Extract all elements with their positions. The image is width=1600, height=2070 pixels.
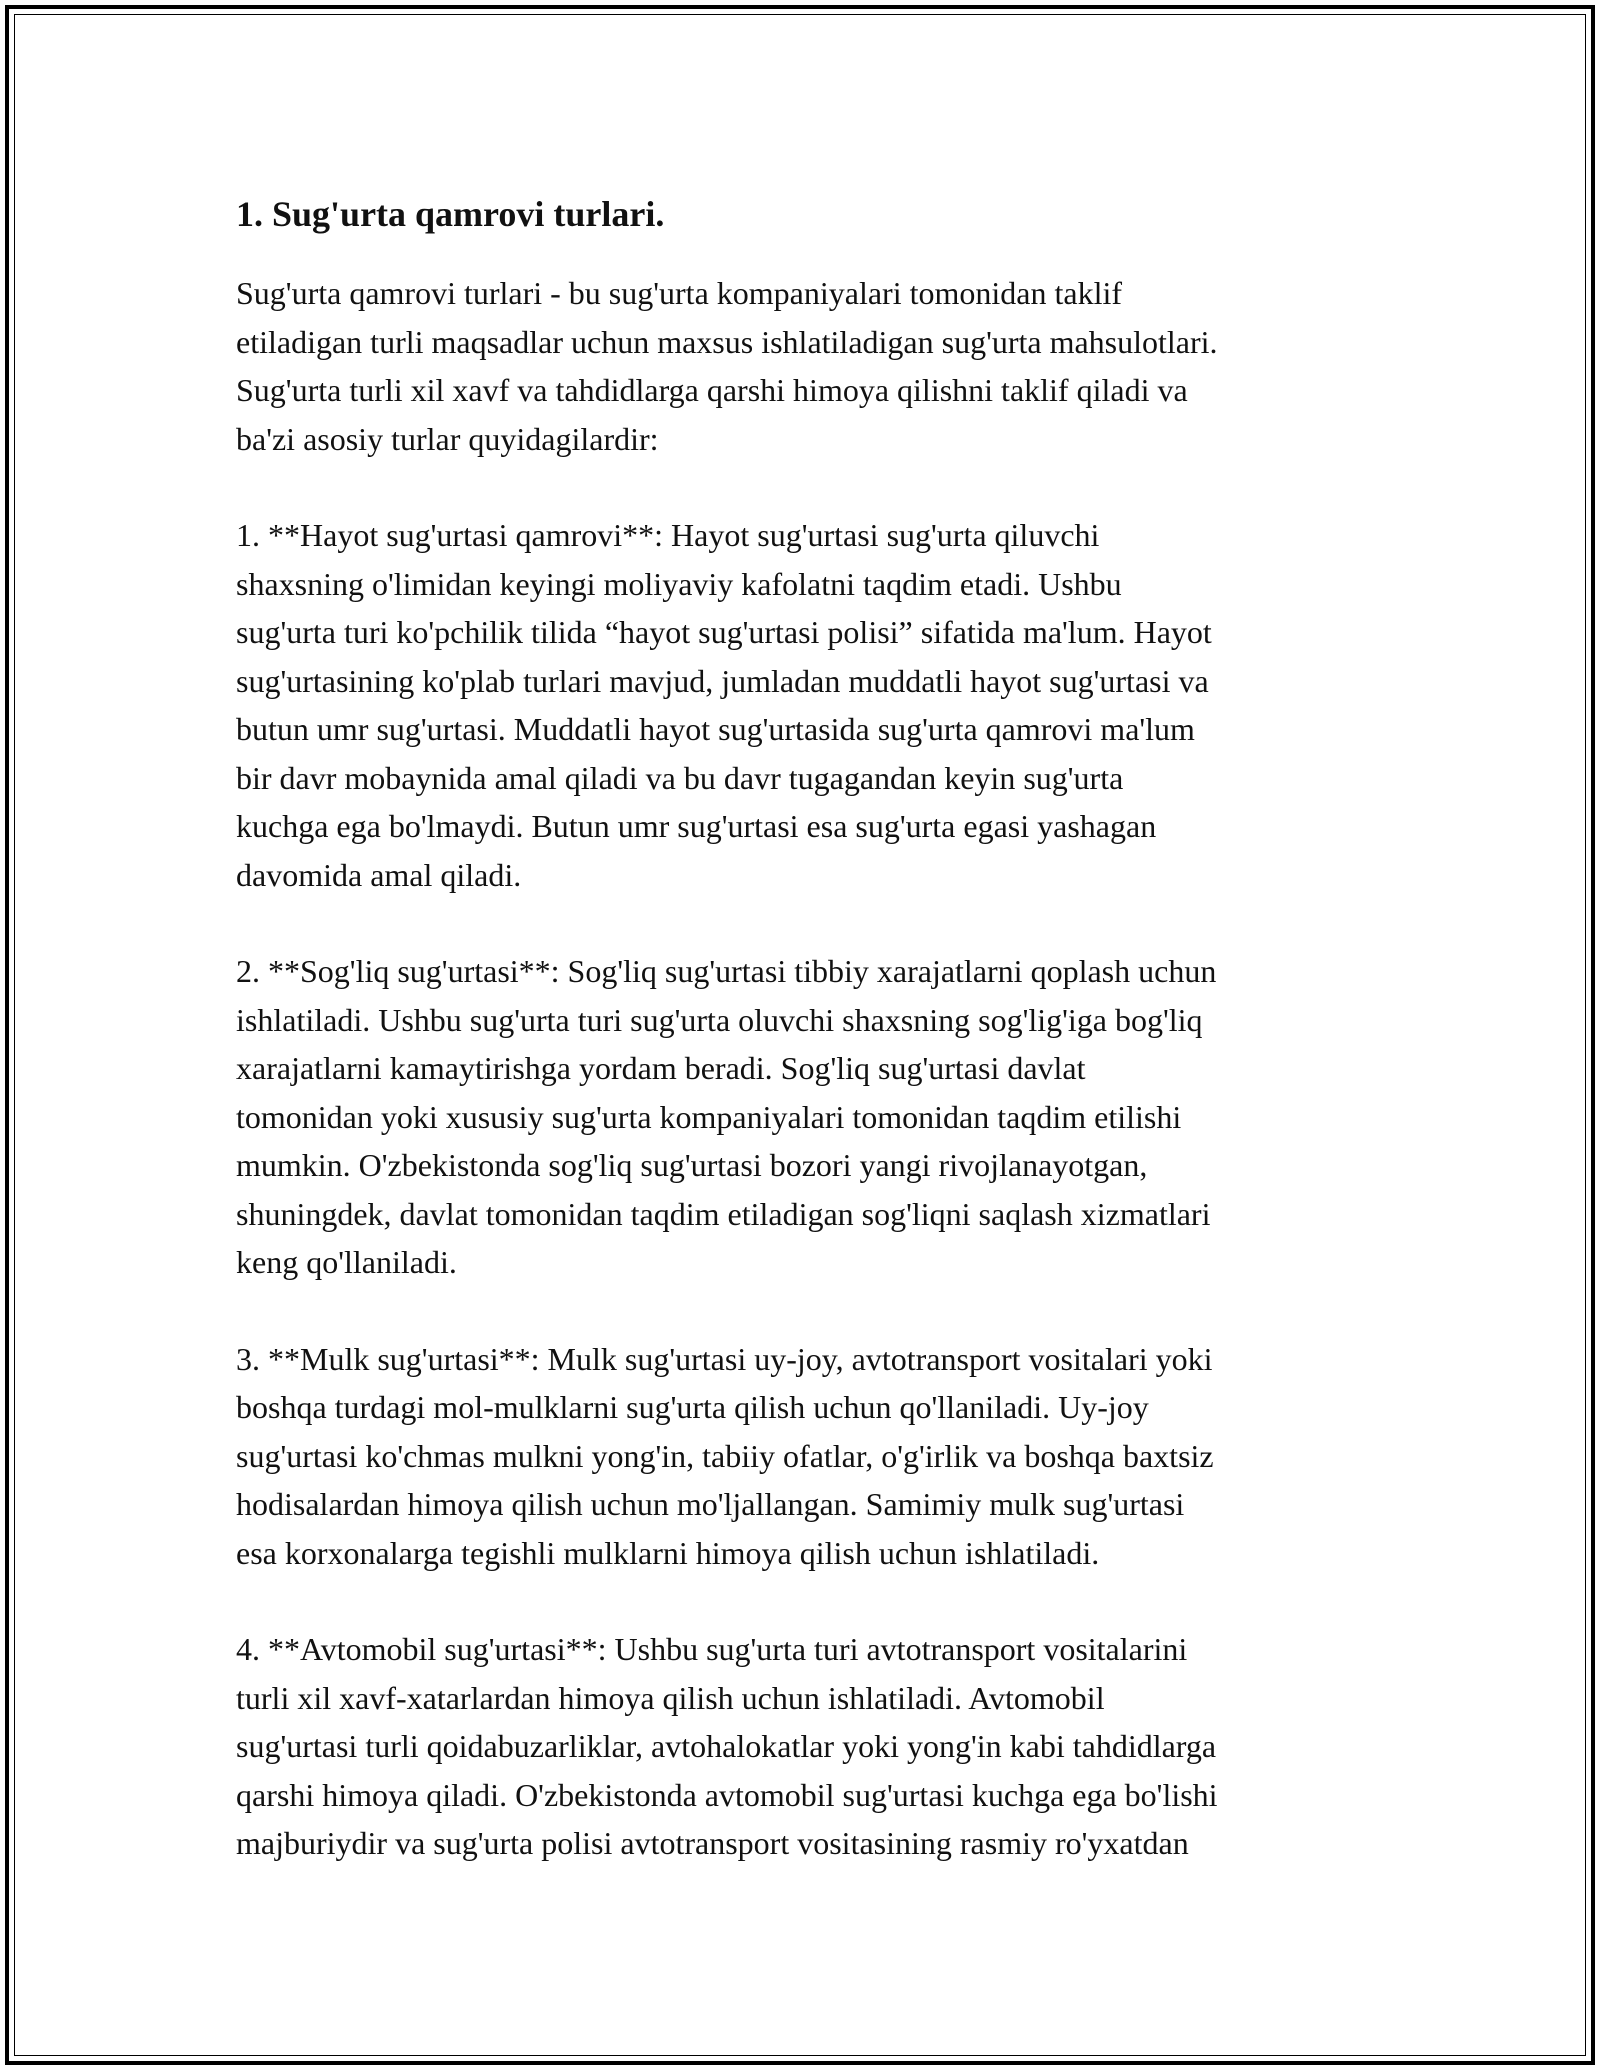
text-line: qarshi himoya qiladi. O'zbekistonda avtomobil sug'urtasi kuchga ega bo'lishi (236, 1776, 1218, 1813)
text-line: kuchga ega bo'lmaydi. Butun umr sug'urtasi esa sug'urta egasi yashagan (236, 808, 1157, 844)
text-line: 2. **Sog'liq sug'urtasi**: Sog'liq sug'urtasi tibbiy xarajatlarni qoplash uchun (236, 953, 1217, 989)
auto-insurance-paragraph (236, 1625, 1376, 1868)
text-line: 1. **Hayot sug'urtasi qamrovi**: Hayot sug'urtasi sug'urta qiluvchi (236, 517, 1100, 553)
text-line: 4. **Avtomobil sug'urtasi**: Ushbu sug'urta turi avtotransport vositalarini (236, 1631, 1188, 1667)
health-insurance-paragraph (236, 947, 1376, 1287)
text-line: xarajatlarni kamaytirishga yordam beradi. Sog'liq sug'urtasi davlat (236, 1050, 1086, 1086)
text-line: bir davr mobaynida amal qiladi va bu davr tugagandan keyin sug'urta (236, 759, 1124, 796)
text-line: mumkin. O'zbekistonda sog'liq sug'urtasi bozori yangi rivojlanayotgan, (236, 1147, 1148, 1183)
text-line: boshqa turdagi mol-mulklarni sug'urta qilish uchun qo'llaniladi. Uy-joy (236, 1389, 1149, 1425)
text-line: sug'urtasining ko'plab turlari mavjud, jumladan muddatli hayot sug'urtasi va (236, 662, 1209, 699)
property-insurance-paragraph (236, 1335, 1376, 1578)
text-line: sug'urtasi ko'chmas mulkni yong'in, tabiiy ofatlar, o'g'irlik va boshqa baxtsiz (236, 1437, 1214, 1474)
text-line: ishlatiladi. Ushbu sug'urta turi sug'urta oluvchi shaxsning sog'lig'iga bog'liq (236, 1001, 1203, 1038)
text-line: etiladigan turli maqsadlar uchun maxsus ishlatiladigan sug'urta mahsulotlari. (236, 323, 1218, 360)
text-line: hodisalardan himoya qilish uchun mo'ljallangan. Samimiy mulk sug'urtasi (236, 1486, 1185, 1522)
page-title: 1. Sug'urta qamrovi turlari. (236, 194, 665, 234)
text-line: sug'urta turi ko'pchilik tilida “hayot sug'urtasi polisi” sifatida ma'lum. Hayot (236, 614, 1212, 650)
text-line: Sug'urta qamrovi turlari - bu sug'urta kompaniyalari tomonidan taklif (236, 275, 1122, 311)
text-line: sug'urtasi turli qoidabuzarliklar, avtohalokatlar yoki yong'in kabi tahdidlarga (236, 1728, 1217, 1764)
text-line: keng qo'llaniladi. (236, 1244, 457, 1280)
text-line: davomida amal qiladi. (236, 856, 522, 893)
text-line: esa korxonalarga tegishli mulklarni himoya qilish uchun ishlatiladi. (236, 1534, 1100, 1571)
intro-paragraph (236, 269, 1376, 463)
text-line: 3. **Mulk sug'urtasi**: Mulk sug'urtasi uy-joy, avtotransport vositalari yoki (236, 1340, 1213, 1377)
text-line: ba'zi asosiy turlar quyidagilardir: (236, 420, 659, 457)
document-body (236, 186, 1376, 1916)
text-line: butun umr sug'urtasi. Muddatli hayot sug'urtasida sug'urta qamrovi ma'lum (236, 711, 1195, 747)
text-line: majburiydir va sug'urta polisi avtotransport vositasining rasmiy ro'yxatdan (236, 1825, 1189, 1861)
text-line: turli xil xavf-xatarlardan himoya qilish uchun ishlatiladi. Avtomobil (236, 1679, 1105, 1716)
text-line: shaxsning o'limidan keyingi moliyaviy kafolatni taqdim etadi. Ushbu (236, 565, 1122, 602)
life-insurance-paragraph (236, 511, 1376, 899)
text-line: Sug'urta turli xil xavf va tahdidlarga qarshi himoya qilishni taklif qiladi va (236, 372, 1188, 408)
text-line: tomonidan yoki xususiy sug'urta kompaniyalari tomonidan taqdim etilishi (236, 1098, 1182, 1135)
text-line: shuningdek, davlat tomonidan taqdim etiladigan sog'liqni saqlash xizmatlari (236, 1195, 1211, 1232)
